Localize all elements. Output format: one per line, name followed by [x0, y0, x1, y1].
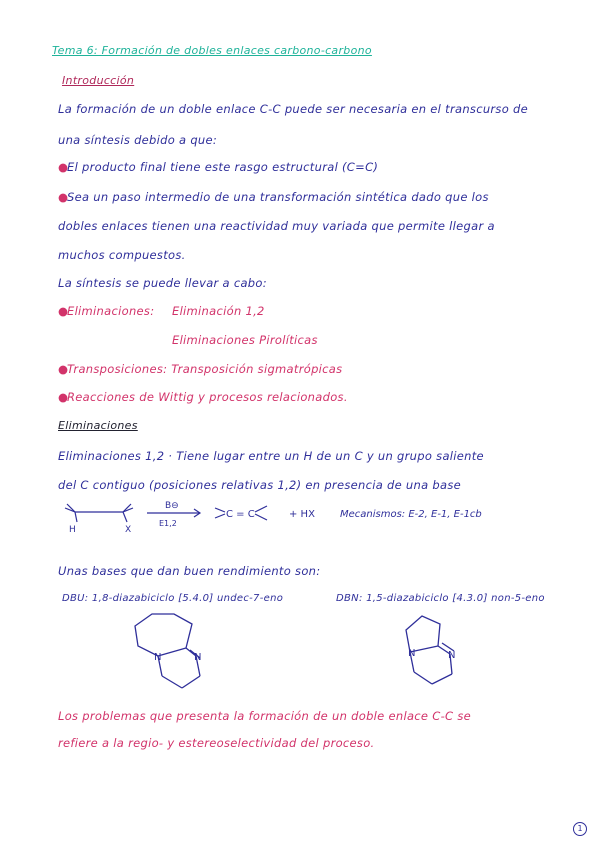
- scheme-mechanisms: Mecanismos: E-2, E-1, E-1cb: [340, 509, 482, 520]
- problems-line-2: refiere a la regio- y estereoselectividad del proceso.: [58, 736, 375, 750]
- bullet-icon: ●: [58, 304, 69, 318]
- intro-paragraph-line-1: La formación de un doble enlace C-C puede ser necesaria en el transcurso de: [58, 102, 528, 116]
- scheme-product: C = C: [226, 509, 255, 520]
- dbn-n1: N: [408, 648, 416, 659]
- bullet-icon: ●: [58, 390, 69, 404]
- dbn-n2: N: [448, 650, 456, 661]
- bases-intro: Unas bases que dan buen rendimiento son:: [58, 564, 321, 578]
- bullet-2-text-line-1: Sea un paso intermedio de una transformación sintética dado que los: [67, 190, 489, 204]
- bullet-2: [58, 190, 489, 204]
- scheme-h-label: H: [69, 525, 76, 535]
- scheme-condition: E1,2: [159, 519, 177, 528]
- synthesis-intro: La síntesis se puede llevar a cabo:: [58, 276, 267, 290]
- bullet-icon: ●: [58, 160, 69, 174]
- elim-paragraph-line-2: del C contiguo (posiciones relativas 1,2) en presencia de una base: [58, 478, 462, 492]
- method-elim-pyrolytic: Eliminaciones Pirolíticas: [172, 333, 318, 347]
- page-number: 1: [573, 822, 587, 836]
- elimination-scheme: [55, 496, 575, 536]
- scheme-byproduct: + HX: [289, 509, 315, 520]
- bullet-2-text-line-3: muchos compuestos.: [58, 248, 186, 262]
- bullet-2-text-line-2: dobles enlaces tienen una reactividad muy variada que permite llegar a: [58, 219, 495, 233]
- dbu-n1: N: [154, 652, 162, 663]
- section-heading-intro: Introducción: [62, 74, 135, 87]
- intro-paragraph-line-2: una síntesis debido a que:: [58, 133, 218, 147]
- scheme-reagent: B⊖: [165, 501, 179, 511]
- dbn-structure: [396, 612, 476, 694]
- method-elim-12: Eliminación 1,2: [172, 304, 265, 318]
- elim-paragraph-line-1: Eliminaciones 1,2 · Tiene lugar entre un H de un C y un grupo saliente: [58, 449, 484, 463]
- bullet-icon: ●: [58, 362, 69, 376]
- method-wittig: ●Reacciones de Wittig y procesos relacionados.: [58, 390, 348, 404]
- method-eliminations: ●Eliminaciones:: [58, 304, 155, 318]
- section-heading-eliminations: Eliminaciones: [58, 419, 138, 432]
- scheme-x-label: X: [125, 525, 132, 535]
- page-title: Tema 6: Formación de dobles enlaces carbono-carbono: [52, 44, 372, 57]
- dbu-n2: N: [194, 652, 202, 663]
- bullet-1-text: El producto final tiene este rasgo estructural (C=C): [67, 160, 379, 174]
- bullet-icon: ●: [58, 190, 69, 204]
- dbu-structure: [128, 612, 228, 694]
- dbn-label: DBN: 1,5-diazabiciclo [4.3.0] non-5-eno: [336, 593, 545, 604]
- method-transpositions: ●Transposiciones: Transposición sigmatrópicas: [58, 362, 343, 376]
- bullet-1: [58, 160, 378, 174]
- problems-line-1: Los problemas que presenta la formación de un doble enlace C-C se: [58, 709, 471, 723]
- dbu-label: DBU: 1,8-diazabiciclo [5.4.0] undec-7-eno: [62, 593, 284, 604]
